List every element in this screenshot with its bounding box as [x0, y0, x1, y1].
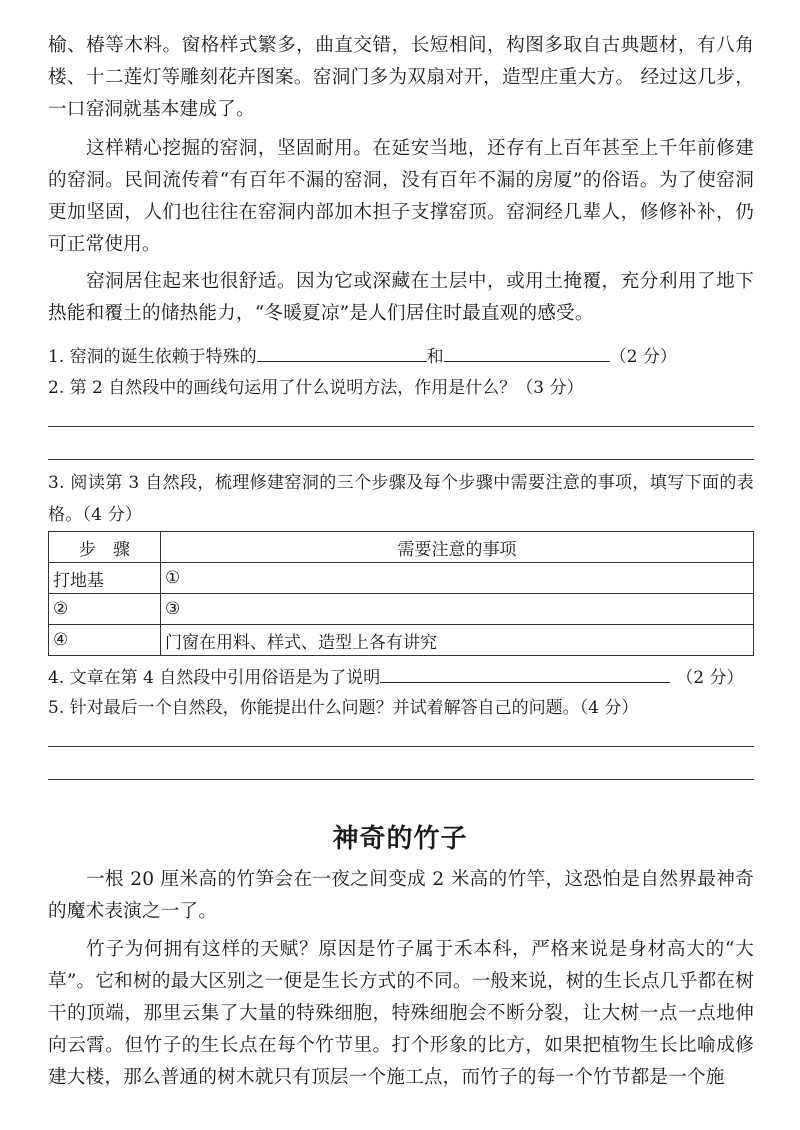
question-4-score: （2 分）	[676, 668, 744, 688]
question-2-answer-line-2[interactable]	[48, 459, 754, 460]
passage-paragraph-continued: 榆、椿等木料。窗格样式繁多，曲直交错，长短相间，构图多取自古典题材，有八角楼、十二莲灯等雕刻花卉图案。窑洞门多为双扇对开，造型庄重大方。 经过这几步，一口窑洞就基本建成了。	[48, 35, 754, 120]
table-header-row	[49, 532, 754, 563]
table-row	[49, 625, 754, 656]
passage-2-title: 神奇的竹子	[332, 824, 468, 854]
question-3: 3. 阅读第 3 自然段，梳理修建窑洞的三个步骤及每个步骤中需要注意的事项，填写下面的表格。（4 分）	[48, 473, 754, 525]
question-4	[48, 664, 743, 690]
question-2: 2. 第 2 自然段中的画线句运用了什么说明方法，作用是什么？（3 分）	[48, 378, 584, 398]
table-row	[49, 594, 754, 625]
question-1-prefix: 1. 窑洞的诞生依赖于特殊的	[48, 347, 257, 367]
table-cell-step[interactable]: ④	[49, 625, 161, 656]
question-5-answer-line-1[interactable]	[48, 746, 754, 747]
question-5: 5. 针对最后一个自然段，你能提出什么问题？并试着解答自己的问题。（4 分）	[48, 698, 639, 718]
question-5-answer-line-2[interactable]	[48, 779, 754, 780]
steps-table	[48, 531, 754, 656]
table-cell-note: 门窗在用料、样式、造型上各有讲究	[161, 625, 754, 656]
question-1-blank-2[interactable]	[444, 343, 610, 362]
table-header-note: 需要注意的事项	[161, 532, 754, 563]
question-1-connector: 和	[426, 347, 444, 367]
question-1-blank-1[interactable]	[257, 343, 427, 362]
question-2-answer-line-1[interactable]	[48, 426, 754, 427]
question-1-score: （2 分）	[609, 347, 677, 367]
passage-paragraph-5: 窑洞居住起来也很舒适。因为它或深藏在土层中，或用土掩覆，充分利用了地下热能和覆土的储热能力，“冬暖夏凉”是人们居住时最直观的感受。	[48, 271, 754, 324]
table-header-step: 步 骤	[49, 532, 161, 563]
passage-2-paragraph-2: 竹子为何拥有这样的天赋？原因是竹子属于禾本科，严格来说是身材高大的“大草”。它和树的最大区别之一便是生长方式的不同。一般来说，树的生长点几乎都在树干的顶端，那里云集了大量的特殊细胞，特殊细胞会不断分裂，让大树一点一点地伸向云霄。但竹子的生长点在每个竹节里。打个形象的比方，如果把植物生长比喻成修建大楼，那么普通的树木就只有顶层一个施工点，而竹子的每一个竹节都是一个施	[48, 939, 754, 1088]
table-row	[49, 563, 754, 594]
question-4-prefix: 4. 文章在第 4 自然段中引用俗语是为了说明	[48, 668, 381, 688]
table-cell-note[interactable]: ③	[161, 594, 754, 625]
passage-paragraph-4: 这样精心挖掘的窑洞，坚固耐用。在延安当地，还存有上百年甚至上千年前修建的窑洞。民间流传着“有百年不漏的窑洞，没有百年不漏的房厦”的俗语。为了使窑洞更加坚固，人们也往往在窑洞内部加木担子支撑窑顶。窑洞经几辈人，修修补补，仍可正常使用。	[48, 138, 754, 255]
passage-2-paragraph-1: 一根 20 厘米高的竹笋会在一夜之间变成 2 米高的竹竿，这恐怕是自然界最神奇的魔术表演之一了。	[48, 869, 754, 922]
table-cell-step[interactable]: ②	[49, 594, 161, 625]
question-4-blank[interactable]	[380, 664, 670, 683]
table-cell-step: 打地基	[49, 563, 161, 594]
table-cell-note[interactable]: ①	[161, 563, 754, 594]
question-1	[48, 343, 677, 369]
